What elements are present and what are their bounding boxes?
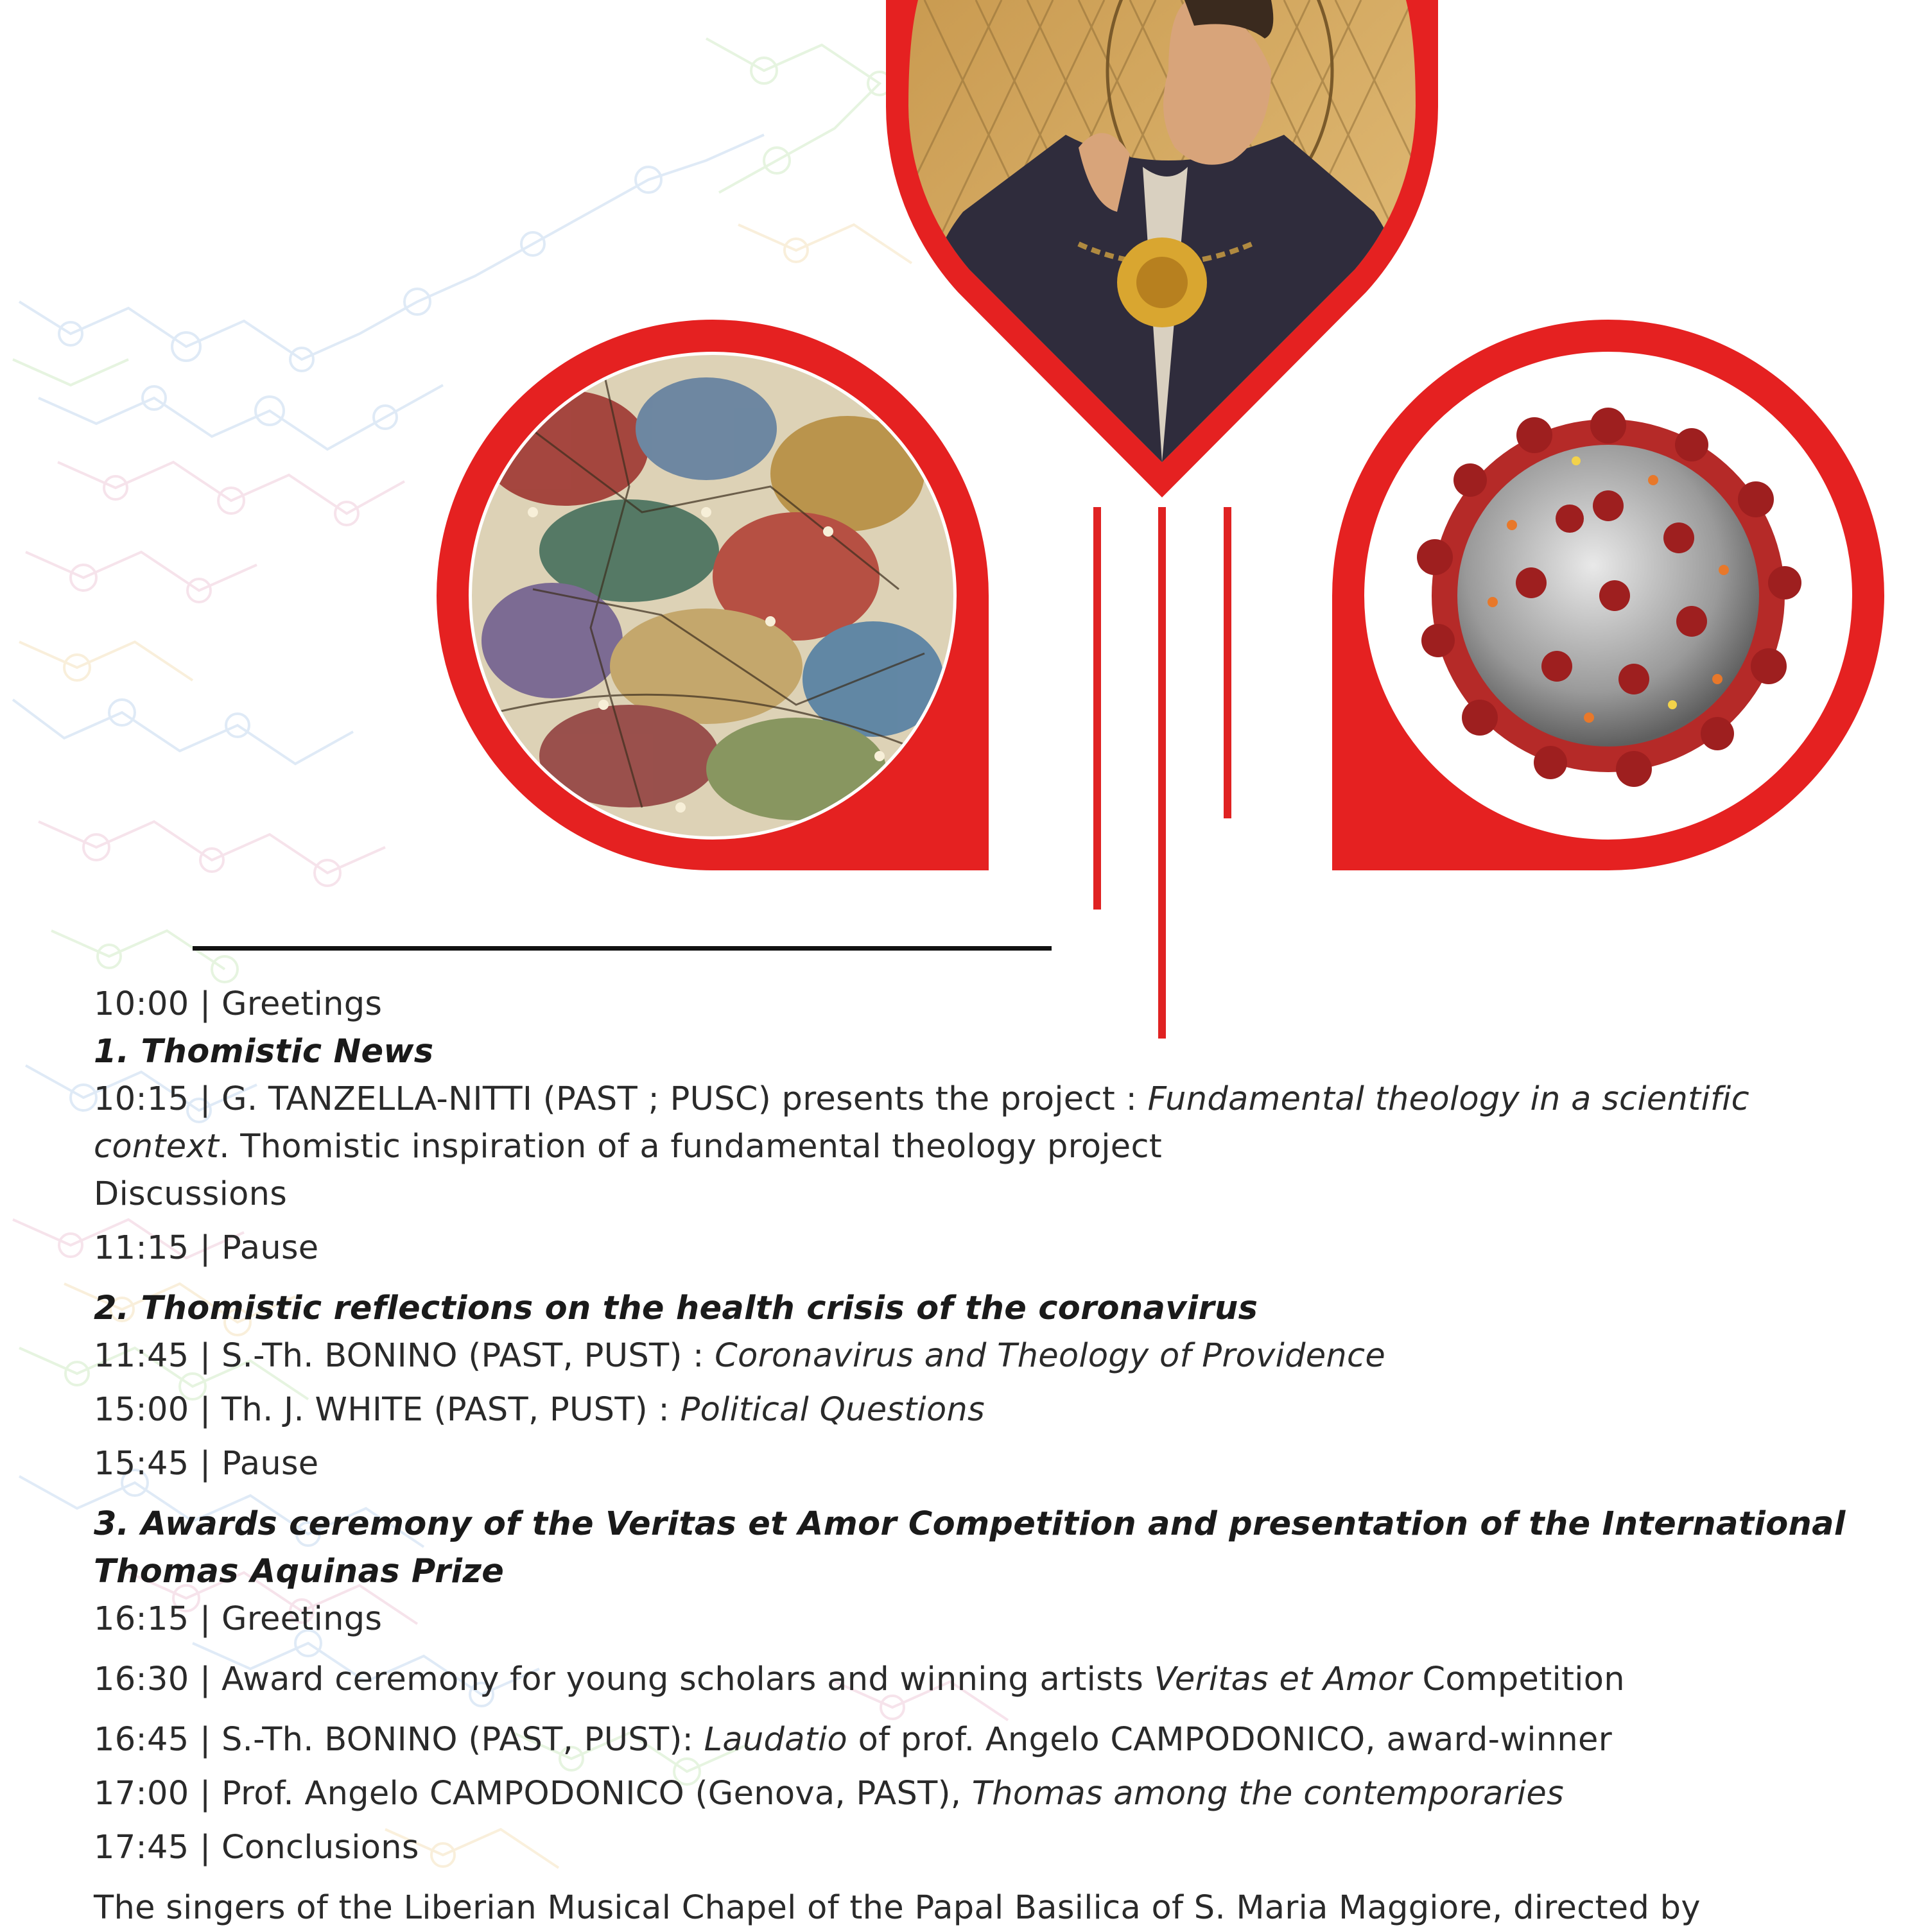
virus-frame <box>1332 320 1891 878</box>
closing-note: The singers of the Liberian Musical Chapel of the Papal Basilica of S. Maria Maggiore, directed by <box>94 1889 1701 1927</box>
program-schedule <box>94 981 1885 1932</box>
schedule-greetings-afternoon: 16:15 | Greetings <box>94 1600 383 1638</box>
schedule-white-talk: 15:00 | Th. J. WHITE (PAST, PUST) : Political Questions <box>94 1391 985 1429</box>
schedule-campodonico-talk: 17:00 | Prof. Angelo CAMPODONICO (Genova, PAST), Thomas among the contemporaries <box>94 1775 1564 1813</box>
schedule-pause: 11:15 | Pause <box>94 1229 319 1267</box>
section-heading-coronavirus: 2. Thomistic reflections on the health crisis of the coronavirus <box>94 1289 1258 1327</box>
section-heading-awards: 3. Awards ceremony of the Veritas et Amor Competition and presentation of the International Thomas Aquinas Prize <box>94 1505 1846 1591</box>
schedule-pause-afternoon: 15:45 | Pause <box>94 1445 319 1483</box>
schedule-greetings: 10:00 | Greetings <box>94 985 383 1023</box>
red-vertical-line-center <box>1158 507 1166 1039</box>
section-heading-thomistic-news: 1. Thomistic News <box>94 1033 434 1071</box>
red-vertical-line-left <box>1093 507 1101 910</box>
horizontal-divider <box>193 946 1052 951</box>
schedule-discussions: Discussions <box>94 1175 288 1213</box>
schedule-conclusions: 17:45 | Conclusions <box>94 1829 419 1867</box>
schedule-award-ceremony: 16:30 | Award ceremony for young scholars and winning artists Veritas et Amor Competition <box>94 1660 1625 1698</box>
schedule-laudatio: 16:45 | S.-Th. BONINO (PAST, PUST): Laudatio of prof. Angelo CAMPODONICO, award-winner <box>94 1721 1612 1759</box>
star-map-frame <box>437 320 995 878</box>
schedule-bonino-talk: 11:45 | S.-Th. BONINO (PAST, PUST) : Coronavirus and Theology of Providence <box>94 1337 1386 1375</box>
schedule-tanzella-nitti-talk: 10:15 | G. TANZELLA-NITTI (PAST ; PUSC) presents the project : Fundamental theology in a scientific context. Thomistic inspiration of a fundamental theology project <box>94 1080 1749 1166</box>
red-vertical-line-right <box>1224 507 1231 818</box>
